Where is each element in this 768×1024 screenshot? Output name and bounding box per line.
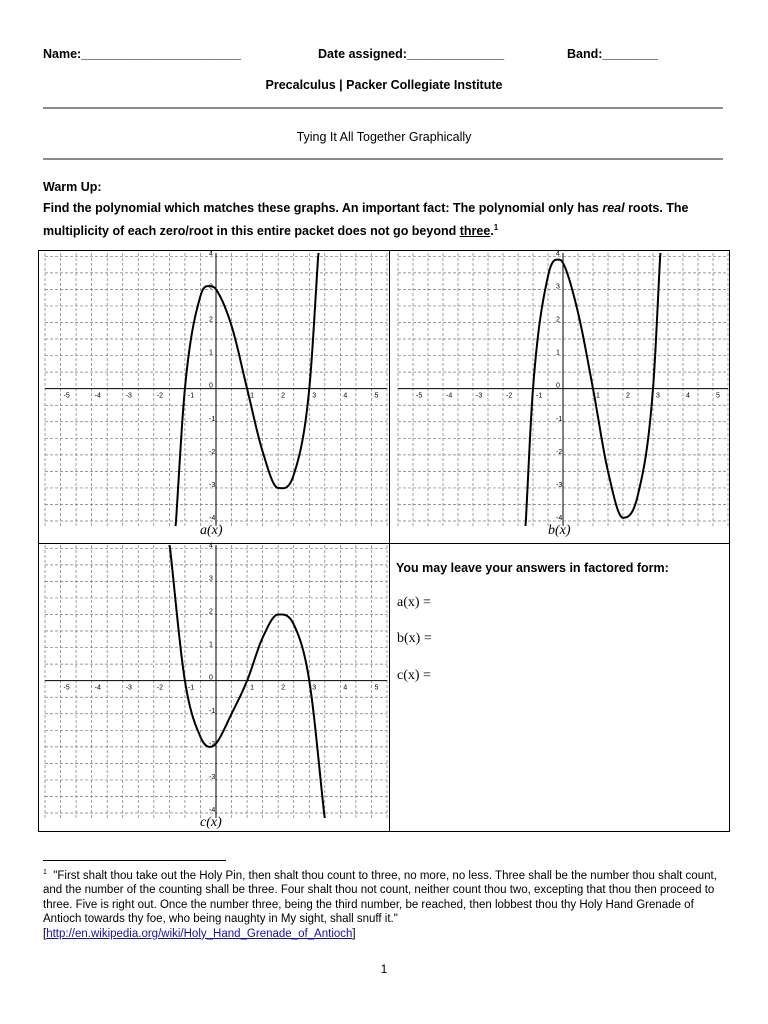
x-tick-label: 2 [281, 392, 286, 400]
y-tick-label: 4 [556, 250, 560, 258]
x-tick-label: 4 [343, 684, 348, 692]
y-tick-label: -1 [556, 415, 563, 423]
footnote: $^1$ "First shalt thou take out the Holy Pin, then shalt thou count to three, no more, no less. Three shall be the number thou shalt count, and the number of the counting shall be three. Four shalt thou not count, neither count thou two, excepting that thou then proceed to three. Five is right out. Once the number three, being the third number, be reached, then lobbest thou thy Holy Hand Grenade of Antioch towards thy foe, who being naughty in My sight, shall snuff it." [http://en.wikipedia.org/wiki/Holy_Hand_Grenade_of_Antioch] [43, 869, 717, 940]
answer-a-label[interactable]: a(x) = [397, 595, 431, 610]
course-title: Precalculus | Packer Collegiate Institute [265, 78, 503, 92]
y-tick-label: -2 [209, 448, 216, 456]
page-title: Tying It All Together Graphically [296, 130, 472, 144]
y-tick-label: 1 [209, 641, 213, 649]
x-tick-label: -2 [506, 392, 513, 400]
band-field[interactable]: Band:________ [567, 47, 659, 61]
footnote-reference[interactable]: 1 [493, 223, 499, 232]
x-tick-label: 5 [716, 392, 720, 400]
warmup-heading: Warm Up: [43, 180, 102, 194]
warmup-text-1: Find the polynomial which matches these graphs. An important fact: The polynomial only has [43, 201, 603, 215]
x-tick-label: -4 [94, 684, 101, 692]
x-tick-label: -3 [125, 392, 132, 400]
y-tick-label: 0 [209, 382, 213, 390]
y-tick-label: -4 [209, 807, 216, 815]
y-tick-label: -4 [556, 515, 563, 523]
y-tick-label: 2 [209, 316, 213, 324]
x-tick-label: -1 [187, 392, 195, 400]
y-tick-label: 3 [209, 283, 213, 291]
warmup-text-real: real [602, 201, 625, 215]
y-tick-label: -3 [209, 773, 216, 781]
y-tick-label: 0 [556, 382, 560, 390]
date-assigned-field[interactable]: Date assigned:______________ [318, 47, 505, 61]
y-tick-label: 4 [209, 250, 213, 258]
answer-b-label[interactable]: b(x) = [397, 631, 432, 646]
name-field[interactable]: Name:_______________________ [43, 47, 242, 61]
y-tick-label: -2 [209, 740, 216, 748]
footnote-mark: 1 [43, 869, 47, 876]
x-tick-label: 3 [656, 392, 660, 400]
y-tick-label: -2 [556, 448, 563, 456]
warmup-text-3: . [490, 224, 494, 239]
x-tick-label: -4 [446, 392, 453, 400]
x-tick-label: 2 [626, 392, 630, 400]
x-tick-label: -5 [63, 392, 70, 400]
x-tick-label: -3 [476, 392, 483, 400]
x-tick-label: 4 [343, 392, 348, 400]
x-tick-label: 3 [312, 392, 317, 400]
y-tick-label: 3 [209, 575, 213, 583]
x-tick-label: 5 [374, 392, 379, 400]
x-tick-label: 1 [250, 684, 254, 692]
y-tick-label: 1 [209, 349, 213, 357]
footnote-separator [43, 860, 226, 861]
x-tick-label: -1 [187, 684, 195, 692]
y-tick-label: 4 [209, 542, 213, 550]
graph-b-caption: b(x) [548, 523, 571, 538]
x-tick-label: 3 [312, 684, 317, 692]
y-tick-label: -1 [209, 415, 216, 423]
x-tick-label: 1 [250, 392, 254, 400]
x-tick-label: -1 [536, 392, 543, 400]
footnote-link[interactable]: http://en.wikipedia.org/wiki/Holy_Hand_Grenade_of_Antioch [46, 927, 353, 940]
x-tick-label: -4 [94, 392, 101, 400]
y-tick-label: 3 [556, 283, 560, 291]
answer-c-label[interactable]: c(x) = [397, 668, 431, 683]
y-tick-label: 0 [209, 674, 213, 682]
page-number: 1 [380, 962, 388, 976]
y-tick-label: -1 [209, 707, 216, 715]
y-tick-label: 2 [209, 608, 213, 616]
x-tick-label: 4 [686, 392, 690, 400]
x-tick-label: -2 [156, 684, 164, 692]
x-tick-label: -5 [416, 392, 423, 400]
footnote-text: "First shalt thou take out the Holy Pin, then shalt thou count to three, no more, no less. Three shall be the number thou shalt count, and the number of the counting shall be three. Four shalt thou not count, neither count thou two, excepting that thou then proceed to three. Five is right out. Once the number three, being the third number, be reached, then lobbest thou thy Holy Hand Grenade of Antioch towards thy foe, who being naughty in My sight, shall snuff it." [43, 869, 717, 926]
x-tick-label: 5 [374, 684, 379, 692]
x-tick-label: 1 [596, 392, 600, 400]
graph-a-caption: a(x) [200, 523, 223, 538]
y-tick-label: 2 [556, 316, 560, 324]
y-tick-label: -3 [209, 481, 216, 489]
y-tick-label: -3 [556, 481, 563, 489]
warmup-text-2: roots. The multiplicity of each zero/root in this entire packet does not go beyond [43, 201, 689, 239]
y-tick-label: -4 [209, 515, 216, 523]
y-tick-label: 1 [556, 349, 560, 357]
warmup-text-three: three [459, 224, 491, 239]
x-tick-label: 2 [281, 684, 286, 692]
x-tick-label: -2 [156, 392, 164, 400]
x-tick-label: -3 [125, 684, 132, 692]
answers-title: You may leave your answers in factored form: [396, 561, 669, 575]
graph-c-caption: c(x) [200, 815, 222, 830]
x-tick-label: -5 [63, 684, 70, 692]
